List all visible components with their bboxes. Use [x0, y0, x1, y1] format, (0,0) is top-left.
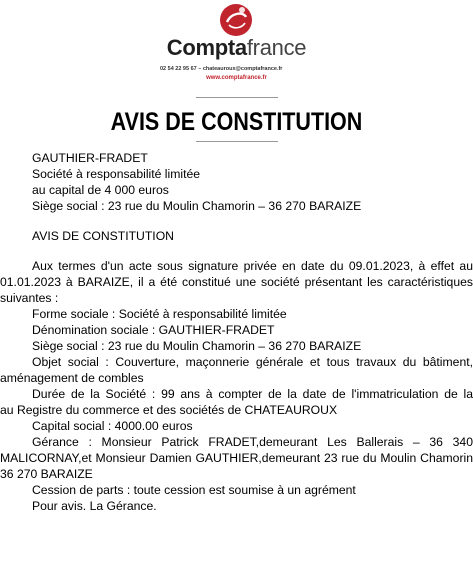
detail-forme: Forme sociale : Société à responsabilité limitée: [32, 307, 287, 321]
company-address: Siège social : 23 rue du Moulin Chamorin – 36 270 BARAIZE: [32, 199, 362, 213]
website-link: www.comptafrance.fr: [206, 75, 267, 81]
detail-gerance-cont: MALICORNAY,et Monsieur Damien GAUTHIER,demeurant 23 rue du Moulin Chamorin: [0, 451, 473, 465]
paragraph-line: 01.01.2023 à BARAIZE, il a été constitué une société présentant les caractéristiques: [0, 275, 473, 289]
detail-cession: Cession de parts : toute cession est soumise à un agrément: [32, 483, 356, 497]
bottom-divider: [196, 141, 278, 142]
company-form: Société à responsabilité limitée: [32, 167, 201, 181]
top-divider: [196, 97, 278, 98]
detail-denomination: Dénomination sociale : GAUTHIER-FRADET: [32, 323, 275, 337]
detail-objet-cont: aménagement de combles: [0, 371, 144, 385]
paragraph-line: suivantes :: [0, 291, 59, 305]
section-subtitle: AVIS DE CONSTITUTION: [32, 229, 174, 243]
brand-part1: Compta: [166, 35, 247, 60]
detail-duree-cont: au Registre du commerce et des sociétés de CHATEAUROUX: [0, 403, 338, 417]
detail-gerance: Gérance : Monsieur Patrick FRADET,demeurant Les Ballerais – 36 340: [32, 435, 473, 449]
paragraph-line: Aux termes d'un acte sous signature privée en date du 09.01.2023, à effet au: [32, 259, 473, 273]
brand-name: [0, 36, 473, 60]
brand-part2: france: [246, 35, 307, 60]
document-title: AVIS DE CONSTITUTION: [110, 108, 363, 136]
document-body: [0, 150, 473, 514]
detail-gerance-cont: 36 270 BARAIZE: [0, 467, 93, 481]
detail-siege: Siège social : 23 rue du Moulin Chamorin – 36 270 BARAIZE: [32, 339, 362, 353]
detail-capital: Capital social : 4000.00 euros: [32, 419, 193, 433]
signature: Pour avis. La Gérance.: [32, 499, 157, 513]
detail-duree: Durée de la Société : 99 ans à compter de la date de l'immatriculation de la: [32, 387, 473, 401]
contact-info: 02 54 22 95 67 – chateauroux@comptafrance.fr: [160, 66, 283, 72]
comptafrance-logo-icon: [219, 3, 253, 37]
detail-objet: Objet social : Couverture, maçonnerie générale et tous travaux du bâtiment,: [32, 355, 473, 369]
company-capital: au capital de 4 000 euros: [32, 183, 169, 197]
company-name: GAUTHIER-FRADET: [32, 151, 148, 165]
